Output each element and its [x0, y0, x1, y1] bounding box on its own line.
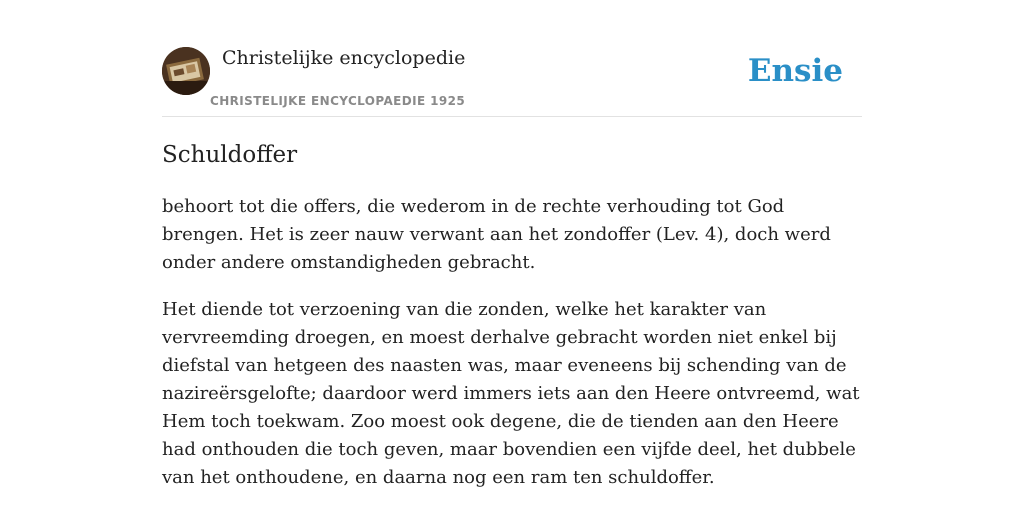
- article-paragraph: Het diende tot verzoening van die zonden, welke het karakter van vervreemding droegen, en moest derhalve gebracht worden niet enkel bij diefstal van hetgeen des naasten was, maar eveneens bij schending van de nazireërsgelofte; daardoor werd immers iets aan den Heere ontvreemd, wat Hem toch toekwam. Zoo moest ook degene, die de tienden aan den Heere had onthouden die toch geven, maar bovendien een vijfde deel, het dubbele van het onthoudene, en daarna nog een ram ten schuldoffer.: [162, 299, 860, 488]
- source-subtitle[interactable]: CHRISTELIJKE ENCYCLOPAEDIE 1925: [210, 94, 466, 108]
- article-headword: Schuldoffer: [162, 142, 298, 168]
- book-icon: [162, 47, 210, 95]
- article-body: [162, 193, 862, 511]
- source-title[interactable]: Christelijke encyclopedie: [222, 47, 466, 69]
- article-paragraph: behoort tot die offers, die wederom in de rechte verhouding tot God brengen. Het is zeer nauw verwant aan het zondoffer (Lev. 4), doch werd onder andere omstandigheden gebracht.: [162, 196, 831, 273]
- source-avatar[interactable]: [162, 47, 210, 95]
- brand-logo-link[interactable]: Ensie: [747, 53, 843, 89]
- header: [162, 46, 862, 117]
